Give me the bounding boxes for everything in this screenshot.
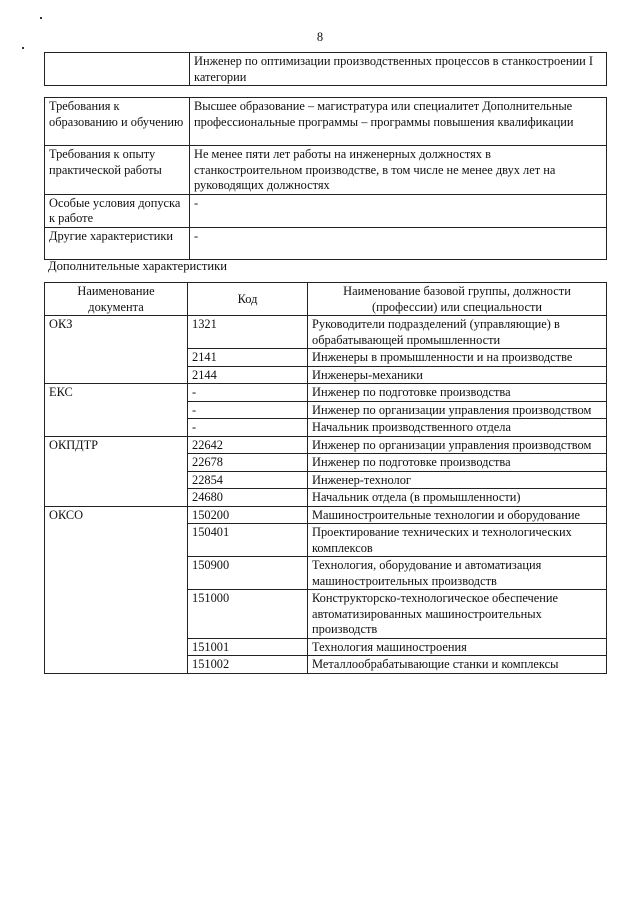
table-row	[45, 316, 607, 349]
specialty-name-cell: Руководители подразделений (управляющие) в обрабатывающей промышленности	[308, 316, 607, 349]
specialty-name-cell: Начальник отдела (в промышленности)	[308, 489, 607, 507]
code-cell: 22678	[188, 454, 308, 472]
requirement-row	[45, 146, 607, 195]
requirement-label: Особые условия допуска к работе	[45, 194, 190, 227]
specialty-name-cell: Инженер-технолог	[308, 471, 607, 489]
code-cell: 2141	[188, 349, 308, 367]
code-cell: 22642	[188, 436, 308, 454]
code-cell: -	[188, 401, 308, 419]
requirement-value: Высшее образование – магистратура или специалитет Дополнительные профессиональные программы – программы повышения квалификации	[190, 98, 607, 146]
table-row	[45, 436, 607, 454]
requirement-row	[45, 227, 607, 259]
code-cell: 151001	[188, 638, 308, 656]
requirement-value: -	[190, 227, 607, 259]
table-row	[45, 506, 607, 524]
specialty-name-cell: Машиностроительные технологии и оборудование	[308, 506, 607, 524]
specialty-name-cell: Проектирование технических и технологических комплексов	[308, 524, 607, 557]
page-number: 8	[316, 30, 324, 44]
requirement-row	[45, 194, 607, 227]
requirement-value: Не менее пяти лет работы на инженерных должностях в станкостроительном производстве, в том числе не менее двух лет на руководящих должностях	[190, 146, 607, 195]
document-name-cell: ОКПДТР	[45, 436, 188, 506]
specialty-name-cell: Технология машиностроения	[308, 638, 607, 656]
scan-mark	[40, 17, 42, 19]
code-cell: -	[188, 419, 308, 437]
code-cell: 1321	[188, 316, 308, 349]
specialty-name-cell: Конструкторско-технологическое обеспечение автоматизированных машиностроительных производств	[308, 590, 607, 639]
code-cell: 150900	[188, 557, 308, 590]
specialty-name-cell: Металлообрабатывающие станки и комплексы	[308, 656, 607, 674]
document-name-cell: ОКСО	[45, 506, 188, 673]
requirement-label: Требования к опыту практической работы	[45, 146, 190, 195]
position-title-label	[45, 53, 190, 86]
code-cell: 22854	[188, 471, 308, 489]
specialty-name-cell: Инженеры-механики	[308, 366, 607, 384]
code-cell: 151002	[188, 656, 308, 674]
header-document: Наименование документа	[45, 283, 188, 316]
document-name-cell: ЕКС	[45, 384, 188, 437]
additional-characteristics-table	[44, 282, 607, 674]
specialty-name-cell: Инженер по подготовке производства	[308, 384, 607, 402]
code-cell: 150401	[188, 524, 308, 557]
specialty-name-cell: Инженер по подготовке производства	[308, 454, 607, 472]
specialty-name-cell: Инженер по организации управления производством	[308, 436, 607, 454]
requirement-value: -	[190, 194, 607, 227]
table-row	[45, 384, 607, 402]
specialty-name-cell: Технология, оборудование и автоматизация машиностроительных производств	[308, 557, 607, 590]
code-cell: 151000	[188, 590, 308, 639]
additional-characteristics-caption: Дополнительные характеристики	[48, 259, 227, 273]
specialty-name-cell: Начальник производственного отдела	[308, 419, 607, 437]
header-name: Наименование базовой группы, должности (профессии) или специальности	[308, 283, 607, 316]
header-code: Код	[188, 283, 308, 316]
requirement-row	[45, 98, 607, 146]
requirement-label: Другие характеристики	[45, 227, 190, 259]
document-name-cell: ОКЗ	[45, 316, 188, 384]
code-cell: 24680	[188, 489, 308, 507]
specialty-name-cell: Инженеры в промышленности и на производстве	[308, 349, 607, 367]
scan-mark	[22, 47, 24, 49]
position-title: Инженер по оптимизации производственных процессов в станкостроении I категории	[190, 53, 607, 86]
code-cell: -	[188, 384, 308, 402]
requirement-label: Требования к образованию и обучению	[45, 98, 190, 146]
code-cell: 150200	[188, 506, 308, 524]
position-title-table	[44, 52, 607, 86]
specialty-name-cell: Инженер по организации управления производством	[308, 401, 607, 419]
table-header-row	[45, 283, 607, 316]
requirements-table	[44, 97, 607, 260]
code-cell: 2144	[188, 366, 308, 384]
position-title-row	[45, 53, 607, 86]
